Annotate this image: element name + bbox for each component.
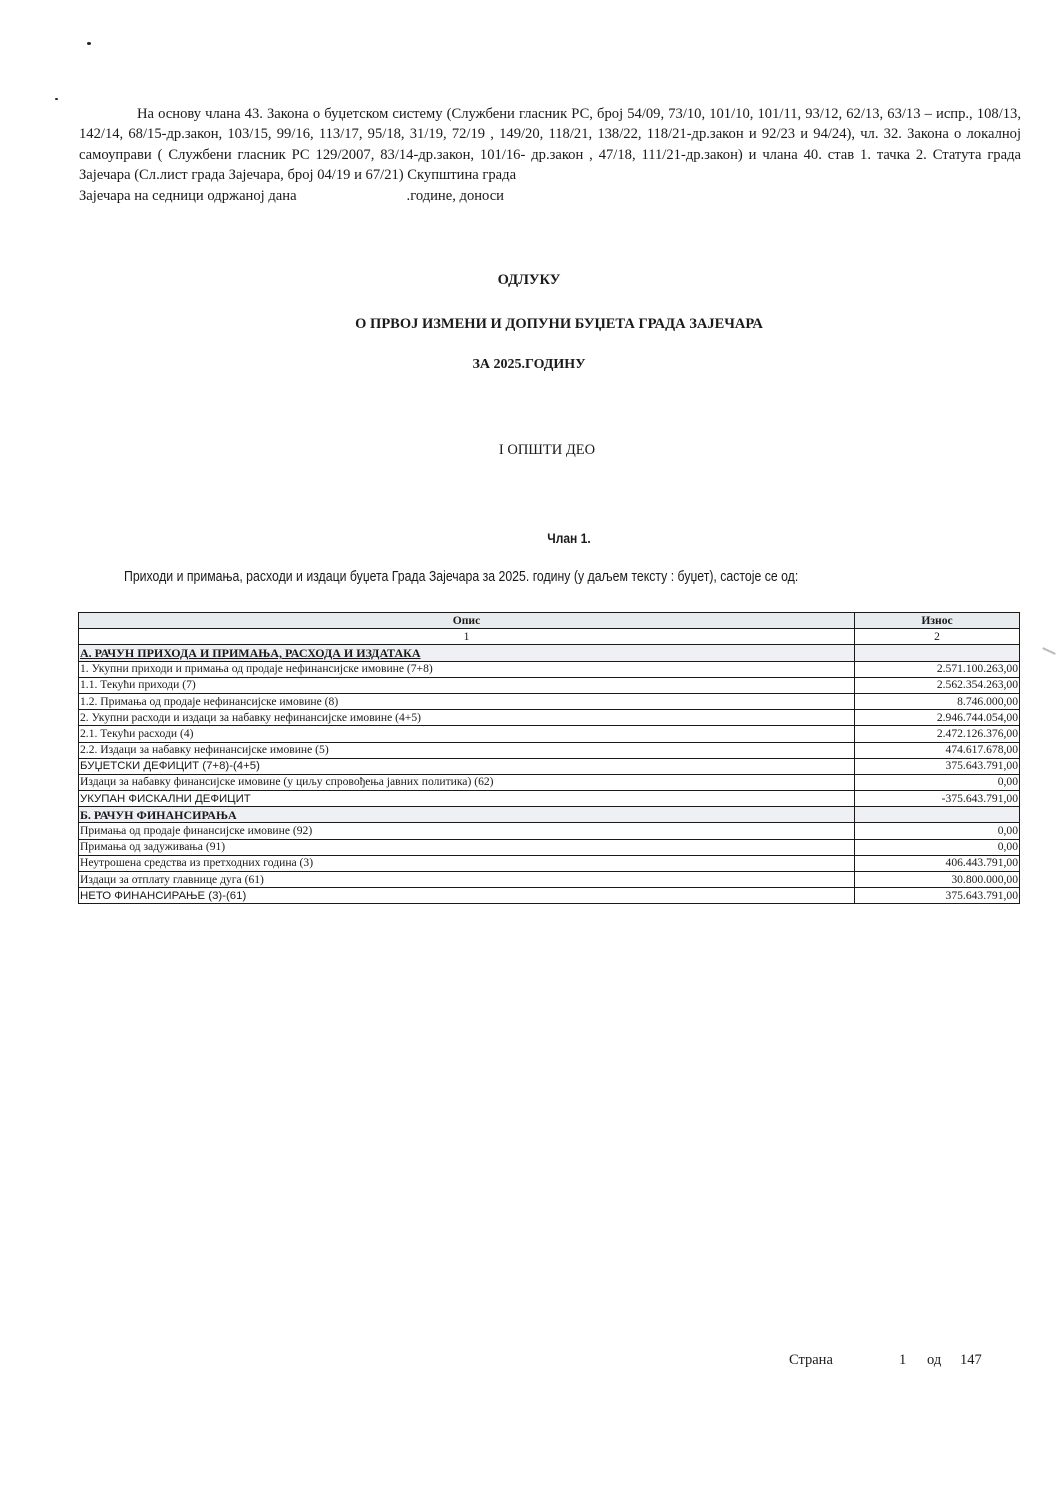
header-description: Опис [79,613,855,629]
article-heading: Члан 1. [547,530,591,546]
article-lead-text: Приходи и примања, расходи и издаци буџета Града Зајечара за 2025. годину (у даљем тексту : буџет), састоје се од: [124,569,799,585]
page-label: Страна [789,1352,833,1368]
table-row [79,823,1020,839]
part-heading: I ОПШТИ ДЕО [498,442,596,458]
row-amount: 2.562.354.263,00 [855,677,1020,693]
scan-speck [87,42,91,45]
table-row [79,726,1020,742]
row-label: УКУПАН ФИСКАЛНИ ДЕФИЦИТ [79,791,855,807]
preamble-line-5-start: Зајечара на седници одржаној дана [79,187,297,204]
column-number-2: 2 [855,629,1020,645]
section-b-row [79,807,1020,823]
row-label: Издаци за набавку финансијске имовине (у циљу спровођења јавних политика) (62) [79,774,855,790]
section-b-title: Б. РАЧУН ФИНАНСИРАЊА [79,807,855,823]
row-amount: 0,00 [855,839,1020,855]
row-amount: -375.643.791,00 [855,791,1020,807]
row-amount: 2.571.100.263,00 [855,661,1020,677]
row-amount: 375.643.791,00 [855,758,1020,774]
header-amount: Износ [855,613,1020,629]
preamble-paragraph [79,104,1021,206]
current-page-number: 1 [899,1352,907,1368]
row-label: Примања од продаје финансијске имовине (92) [79,823,855,839]
row-amount: 2.472.126.376,00 [855,726,1020,742]
total-pages: 147 [960,1352,982,1368]
scan-edge-mark [1042,647,1056,655]
of-label: од [927,1352,942,1368]
row-label: БУЏЕТСКИ ДЕФИЦИТ (7+8)-(4+5) [79,758,855,774]
preamble-line-3: 92/23 и 94/24), чл. 32. Закона о локалној самоуправи ( Службени гласник РС 129/2007, 83/14-др.закон, 101/16- др.закон , 47/18, [79,126,1022,163]
row-label: 2.2. Издаци за набавку нефинансијске имовине (5) [79,742,855,758]
row-label: 1. Укупни приходи и примања од продаје нефинансијске имовине (7+8) [79,661,855,677]
table-row [79,791,1020,807]
scan-speck [55,98,58,100]
table-row [79,872,1020,888]
decision-year: ЗА 2025.ГОДИНУ [472,357,586,372]
table-row [79,839,1020,855]
table-row [79,855,1020,871]
row-amount: 0,00 [855,774,1020,790]
section-a-row [79,645,1020,661]
section-a-amount-empty [855,645,1020,661]
row-label: 1.2. Примања од продаје нефинансијске имовине (8) [79,693,855,709]
preamble-line-1: На основу члана 43. Закона о буџетском систему (Службени гласник РС, број 54/09, 73/10, 101/10, 101/11, 93/12, 62/13, [137,106,884,122]
row-label: Примања од задуживања (91) [79,839,855,855]
page-footer [789,1352,982,1369]
row-label: 1.1. Текући приходи (7) [79,677,855,693]
row-amount: 0,00 [855,823,1020,839]
table-row [79,774,1020,790]
row-amount: 2.946.744.054,00 [855,710,1020,726]
row-label: 2.1. Текући расходи (4) [79,726,855,742]
budget-summary-table [78,612,1020,904]
decision-subtitle: О ПРВОЈ ИЗМЕНИ И ДОПУНИ БУЏЕТА ГРАДА ЗАЈЕЧАРА [355,316,763,332]
preamble-line-4: 111/21-др.закон) и члана 40. став 1. тачка 2. Статута града Зајечара (Сл.лист града Зајечара, број 04/19 и 67/21) Скупштина града [79,146,1021,184]
table-row [79,758,1020,774]
section-b-amount-empty [855,807,1020,823]
row-label: НЕТО ФИНАНСИРАЊЕ (3)-(61) [79,888,855,904]
table-row [79,710,1020,726]
table-row [79,661,1020,677]
preamble-line-5-end: .године, доноси [406,187,504,204]
row-label: Неутрошена средства из претходних година (3) [79,855,855,871]
section-a-title: А. РАЧУН ПРИХОДА И ПРИМАЊА, РАСХОДА И ИЗДАТАКА [79,645,855,661]
row-amount: 8.746.000,00 [855,693,1020,709]
preamble-line-2: 63/13 – испр., 108/13, 142/14, 68/15-др.закон, 103/15, 99/16, 113/17, 95/18, 31/19, 72/19 , 149/20, 118/21, 138/22, 118/21-др.закон и [79,106,1021,143]
row-amount: 375.643.791,00 [855,888,1020,904]
table-row [79,742,1020,758]
table-header-row [79,613,1020,629]
row-amount: 30.800.000,00 [855,872,1020,888]
column-number-1: 1 [79,629,855,645]
table-row [79,677,1020,693]
row-amount: 406.443.791,00 [855,855,1020,871]
row-label: 2. Укупни расходи и издаци за набавку нефинансијске имовине (4+5) [79,710,855,726]
decision-title: ОДЛУКУ [497,272,561,288]
row-label: Издаци за отплату главнице дуга (61) [79,872,855,888]
table-row [79,693,1020,709]
column-number-row [79,629,1020,645]
table-row [79,888,1020,904]
row-amount: 474.617.678,00 [855,742,1020,758]
